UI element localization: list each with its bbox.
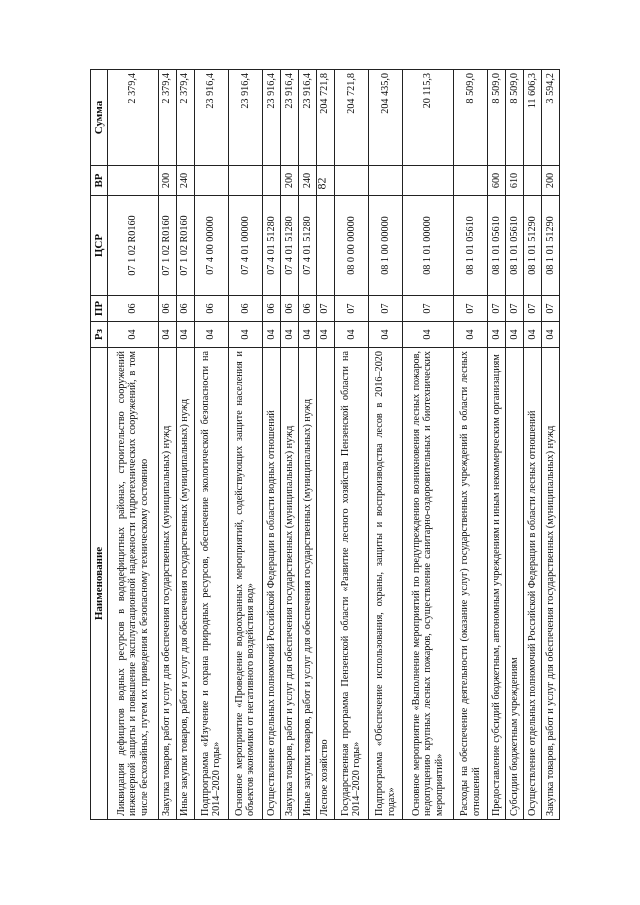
table-row: [316, 70, 334, 820]
cell-csr: 07 1 02 R0160: [108, 196, 159, 296]
table-row: [368, 70, 402, 820]
cell-rz: 04: [158, 322, 176, 348]
cell-rz: 04: [176, 322, 194, 348]
table-row: [334, 70, 368, 820]
cell-pr: 07: [541, 296, 559, 322]
header-csr: ЦСР: [91, 196, 108, 296]
cell-csr: 08 1 01 51290: [541, 196, 559, 296]
cell-sum: 23 916,4: [194, 70, 228, 166]
cell-pr: 07: [506, 296, 524, 322]
cell-sum: 2 379,4: [176, 70, 194, 166]
cell-rz: 04: [368, 322, 402, 348]
cell-sum: 8 509,0: [454, 70, 488, 166]
cell-pr: 06: [281, 296, 299, 322]
cell-name: Основное мероприятие «Выполнение мероприятий по предупреждению возникновения лесных пожаров, недопущению крупных лесных пожаров, осуществление санитарно-оздоровительных и биотехнических мероприятий»: [403, 348, 454, 820]
table-row: [263, 70, 281, 820]
cell-rz: 04: [454, 322, 488, 348]
cell-rz: 04: [506, 322, 524, 348]
header-name: Наименование: [91, 348, 108, 820]
header-rz: Рз: [91, 322, 108, 348]
cell-vr: 200: [541, 166, 559, 196]
cell-rz: 04: [281, 322, 299, 348]
cell-name: Закупка товаров, работ и услуг для обеспечения государственных (муниципальных) нужд: [541, 348, 559, 820]
cell-csr: 08 1 01 51290: [524, 196, 542, 296]
cell-pr: 07: [334, 296, 368, 322]
cell-rz: 04: [334, 322, 368, 348]
cell-sum: 23 916,4: [281, 70, 299, 166]
table-row: [281, 70, 299, 820]
cell-pr: 07: [488, 296, 506, 322]
cell-vr: 610: [506, 166, 524, 196]
cell-csr: 08 1 01 05610: [454, 196, 488, 296]
cell-sum: 2 379,4: [108, 70, 159, 166]
cell-vr: 200: [158, 166, 176, 196]
cell-csr: 08 1 01 05610: [506, 196, 524, 296]
cell-name: Основное мероприятие «Проведение водоохранных мероприятий, содействующих защите населения и объектов экономики от негативного воздействия вод»: [228, 348, 262, 820]
cell-name: Иные закупки товаров, работ и услуг для обеспечения государственных (муниципальных) нужд: [176, 348, 194, 820]
header-pr: ПР: [91, 296, 108, 322]
cell-vr: [454, 166, 488, 196]
cell-vr: [316, 166, 334, 196]
budget-table: [90, 69, 560, 820]
cell-name: Ликвидация дефицитов водных ресурсов в вододефицитных районах, строительство сооружений инженерной защиты и повышение эксплуатационной надежности гидротехнических сооружений, в том числе бесхозяйных, путем их приведения к безопасному техническому состоянию: [108, 348, 159, 820]
cell-pr: 07: [403, 296, 454, 322]
cell-csr: 07 1 02 R0160: [158, 196, 176, 296]
cell-pr: 07: [524, 296, 542, 322]
cell-name: Осуществление отдельных полномочий Российской Федерации в области лесных отношений: [524, 348, 542, 820]
cell-pr: 06: [194, 296, 228, 322]
cell-name: Осуществление отдельных полномочий Российской Федерации в области водных отношений: [263, 348, 281, 820]
cell-pr: 06: [176, 296, 194, 322]
cell-vr: [263, 166, 281, 196]
cell-sum: 204 721,8: [334, 70, 368, 166]
cell-sum: 20 115,3: [403, 70, 454, 166]
cell-name: Закупка товаров, работ и услуг для обеспечения государственных (муниципальных) нужд: [158, 348, 176, 820]
cell-csr: 08 1 00 00000: [368, 196, 402, 296]
cell-pr: 07: [368, 296, 402, 322]
rotated-table-container: [90, 70, 560, 820]
cell-name: Расходы на обеспечение деятельности (оказание услуг) государственных учреждений в области лесных отношений: [454, 348, 488, 820]
table-row: [454, 70, 488, 820]
cell-name: Иные закупки товаров, работ и услуг для обеспечения государственных (муниципальных) нужд: [298, 348, 316, 820]
cell-sum: 204 435,0: [368, 70, 402, 166]
cell-rz: 04: [108, 322, 159, 348]
cell-pr: 06: [158, 296, 176, 322]
cell-vr: 240: [298, 166, 316, 196]
cell-rz: 04: [228, 322, 262, 348]
cell-pr: 07: [316, 296, 334, 322]
cell-csr: 07 4 01 00000: [228, 196, 262, 296]
table-row: [298, 70, 316, 820]
table-row: [403, 70, 454, 820]
cell-pr: 06: [228, 296, 262, 322]
cell-rz: 04: [403, 322, 454, 348]
cell-pr: 06: [263, 296, 281, 322]
cell-rz: 04: [263, 322, 281, 348]
cell-pr: 07: [454, 296, 488, 322]
cell-sum: 3 594,2: [541, 70, 559, 166]
cell-name: Подпрограмма «Обеспечение использования, охраны, защиты и воспроизводства лесов в 2016–2020 годах»: [368, 348, 402, 820]
table-row: [524, 70, 542, 820]
cell-sum: 11 606,3: [524, 70, 542, 166]
cell-csr: 08 1 01 00000: [403, 196, 454, 296]
table-row: [488, 70, 506, 820]
table-row: [194, 70, 228, 820]
cell-csr: [316, 196, 334, 296]
table-row: [541, 70, 559, 820]
cell-name: Предоставление субсидий бюджетным, автономным учреждениям и иным некоммерческим организациям: [488, 348, 506, 820]
cell-rz: 04: [488, 322, 506, 348]
table-row: [176, 70, 194, 820]
cell-pr: 06: [298, 296, 316, 322]
cell-csr: 08 1 01 05610: [488, 196, 506, 296]
cell-vr: 200: [281, 166, 299, 196]
cell-sum: 23 916,4: [228, 70, 262, 166]
cell-name: Государственная программа Пензенской области «Развитие лесного хозяйства Пензенской области на 2014–2020 годы»: [334, 348, 368, 820]
cell-sum: 23 916,4: [263, 70, 281, 166]
cell-sum: 2 379,4: [158, 70, 176, 166]
cell-csr: 08 0 00 00000: [334, 196, 368, 296]
header-vr: ВР: [91, 166, 108, 196]
table-header-row: [91, 70, 108, 820]
cell-vr: [334, 166, 368, 196]
cell-csr: 07 1 02 R0160: [176, 196, 194, 296]
cell-pr: 06: [108, 296, 159, 322]
cell-vr: [108, 166, 159, 196]
cell-csr: 07 4 01 51280: [298, 196, 316, 296]
table-row: [506, 70, 524, 820]
cell-rz: 04: [524, 322, 542, 348]
cell-name: Подпрограмма «Изучение и охрана природных ресурсов, обеспечение экологической безопасности на 2014–2020 годы»: [194, 348, 228, 820]
header-sum: Сумма: [91, 70, 108, 166]
table-row: [108, 70, 159, 820]
table-row: [228, 70, 262, 820]
cell-rz: 04: [194, 322, 228, 348]
cell-csr: 07 4 01 51280: [281, 196, 299, 296]
table-body: [108, 70, 560, 820]
cell-sum: 204 721,8: [316, 70, 334, 166]
cell-name: Закупка товаров, работ и услуг для обеспечения государственных (муниципальных) нужд: [281, 348, 299, 820]
cell-name: Лесное хозяйство: [316, 348, 334, 820]
cell-vr: 240: [176, 166, 194, 196]
cell-vr: [403, 166, 454, 196]
cell-csr: 07 4 00 00000: [194, 196, 228, 296]
cell-rz: 04: [541, 322, 559, 348]
cell-sum: 8 509,0: [506, 70, 524, 166]
cell-csr: 07 4 01 51280: [263, 196, 281, 296]
cell-vr: [368, 166, 402, 196]
cell-vr: [194, 166, 228, 196]
cell-name: Субсидии бюджетным учреждениям: [506, 348, 524, 820]
cell-vr: [524, 166, 542, 196]
table-row: [158, 70, 176, 820]
cell-vr: 600: [488, 166, 506, 196]
cell-rz: 04: [298, 322, 316, 348]
cell-rz: 04: [316, 322, 334, 348]
cell-vr: [228, 166, 262, 196]
cell-sum: 23 916,4: [298, 70, 316, 166]
cell-sum: 8 509,0: [488, 70, 506, 166]
page-number: 82: [314, 177, 329, 190]
